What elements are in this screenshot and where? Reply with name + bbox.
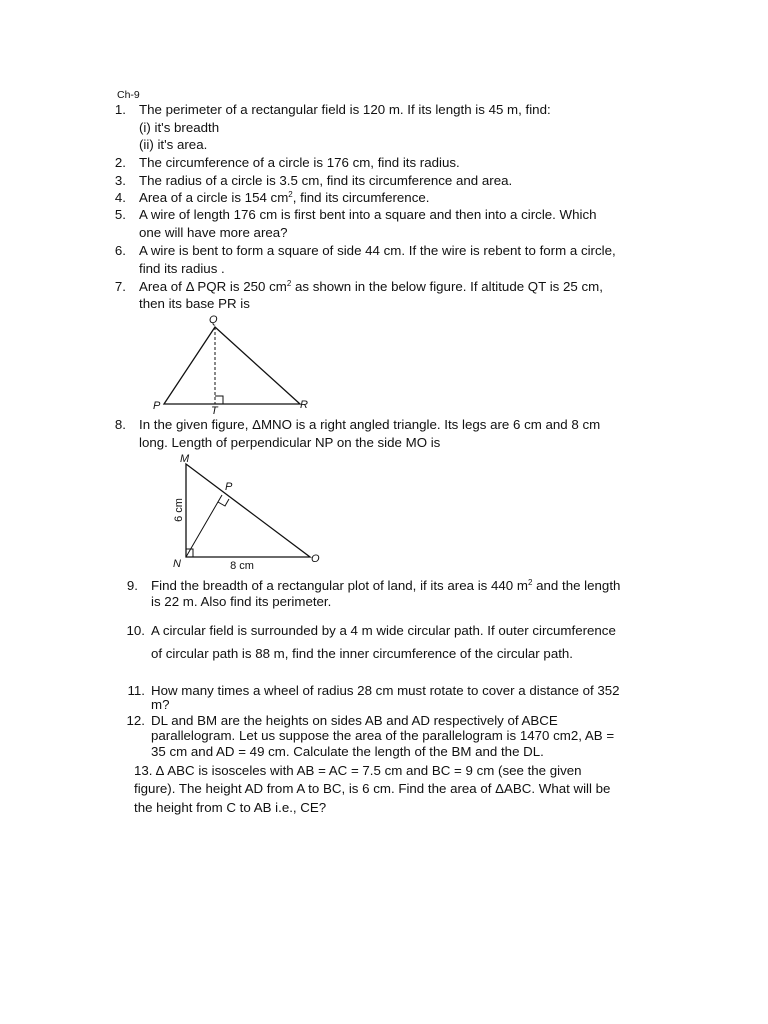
question-number: 13. — [134, 763, 153, 778]
question-text — [139, 190, 429, 206]
question-text: m? — [151, 697, 170, 712]
question-text: The perimeter of a rectangular field is 120 m. If its length is 45 m, find: — [139, 102, 551, 117]
question-text — [134, 763, 582, 779]
question-text — [139, 279, 603, 295]
question-number: 4. — [114, 190, 126, 205]
superscript: 2 — [286, 279, 292, 288]
question-text: 35 cm and AD = 49 cm. Calculate the length of the BM and the DL. — [151, 744, 544, 759]
question-number: 11. — [127, 683, 145, 698]
question-number: 3. — [114, 173, 126, 188]
chapter-label: Ch-9 — [117, 89, 140, 101]
label-o: O — [311, 553, 320, 565]
question-text: long. Length of perpendicular NP on the side MO is — [139, 435, 441, 450]
question-text: DL and BM are the heights on sides AB and AD respectively of ABCE — [151, 713, 558, 728]
question-text: (i) it's breadth — [139, 120, 220, 135]
text-fragment: and the length — [532, 578, 621, 593]
question-number: 7. — [114, 279, 126, 294]
question-number: 1. — [114, 102, 126, 117]
right-angle-marker — [215, 396, 223, 404]
question-number: 2. — [114, 155, 126, 170]
label-side-no: 8 cm — [230, 560, 254, 572]
question-text: A wire is bent to form a square of side 44 cm. If the wire is rebent to form a circle, — [139, 243, 616, 258]
question-text: The radius of a circle is 3.5 cm, find its circumference and area. — [139, 173, 513, 188]
question-text: then its base PR is — [139, 296, 250, 311]
question-text: one will have more area? — [139, 225, 288, 240]
question-text: the height from C to AB i.e., CE? — [134, 800, 327, 815]
right-angle-marker-p — [218, 499, 229, 506]
question-text — [151, 578, 620, 594]
text-fragment: Area of a circle is 154 cm — [139, 190, 289, 205]
question-number: 12. — [126, 713, 145, 728]
question-text: The circumference of a circle is 176 cm, find its radius. — [139, 155, 460, 170]
text-fragment: as shown in the below figure. If altitude QT is 25 cm, — [291, 279, 603, 294]
question-text: figure). The height AD from A to BC, is 6 cm. Find the area of ΔABC. What will be — [134, 781, 611, 796]
question-text: A wire of length 176 cm is first bent into a square and then into a circle. Which — [139, 207, 597, 222]
triangle-pqr — [164, 327, 300, 404]
question-text: In the given figure, ΔMNO is a right angled triangle. Its legs are 6 cm and 8 cm — [139, 417, 601, 432]
triangle-pqr-figure — [150, 310, 320, 418]
question-number: 10. — [126, 623, 145, 638]
text-fragment: , find its circumference. — [292, 190, 430, 205]
superscript: 2 — [288, 190, 293, 199]
triangle-mno — [186, 464, 310, 557]
question-number: 8. — [114, 417, 126, 432]
label-q: Q — [209, 314, 218, 326]
question-text: (ii) it's area. — [139, 137, 208, 152]
question-number: 9. — [126, 578, 138, 593]
question-text: is 22 m. Also find its perimeter. — [151, 594, 332, 609]
question-text: of circular path is 88 m, find the inner circumference of the circular path. — [151, 646, 574, 661]
label-side-mn: 6 cm — [173, 498, 185, 522]
text-fragment: Find the breadth of a rectangular plot of land, if its area is 440 m — [151, 578, 528, 593]
question-number: 6. — [114, 243, 126, 258]
perpendicular-np — [186, 495, 222, 557]
question-text: How many times a wheel of radius 28 cm must rotate to cover a distance of 352 — [151, 683, 620, 698]
label-p: P — [225, 481, 233, 493]
text-fragment: Δ ABC is isosceles with AB = AC = 7.5 cm and BC = 9 cm (see the given — [155, 763, 582, 778]
triangle-mno-figure — [170, 450, 330, 572]
superscript: 2 — [527, 578, 533, 587]
question-text: find its radius . — [139, 261, 225, 276]
label-t: T — [211, 405, 218, 417]
label-r: R — [300, 399, 308, 411]
label-n: N — [173, 558, 181, 570]
question-number: 5. — [114, 207, 126, 222]
label-m: M — [180, 453, 190, 465]
text-fragment: Area of Δ PQR is 250 cm — [139, 279, 287, 294]
question-text: A circular field is surrounded by a 4 m wide circular path. If outer circumference — [151, 623, 616, 638]
label-p: P — [153, 400, 161, 412]
question-text: parallelogram. Let us suppose the area of the parallelogram is 1470 cm2, AB = — [151, 728, 615, 743]
